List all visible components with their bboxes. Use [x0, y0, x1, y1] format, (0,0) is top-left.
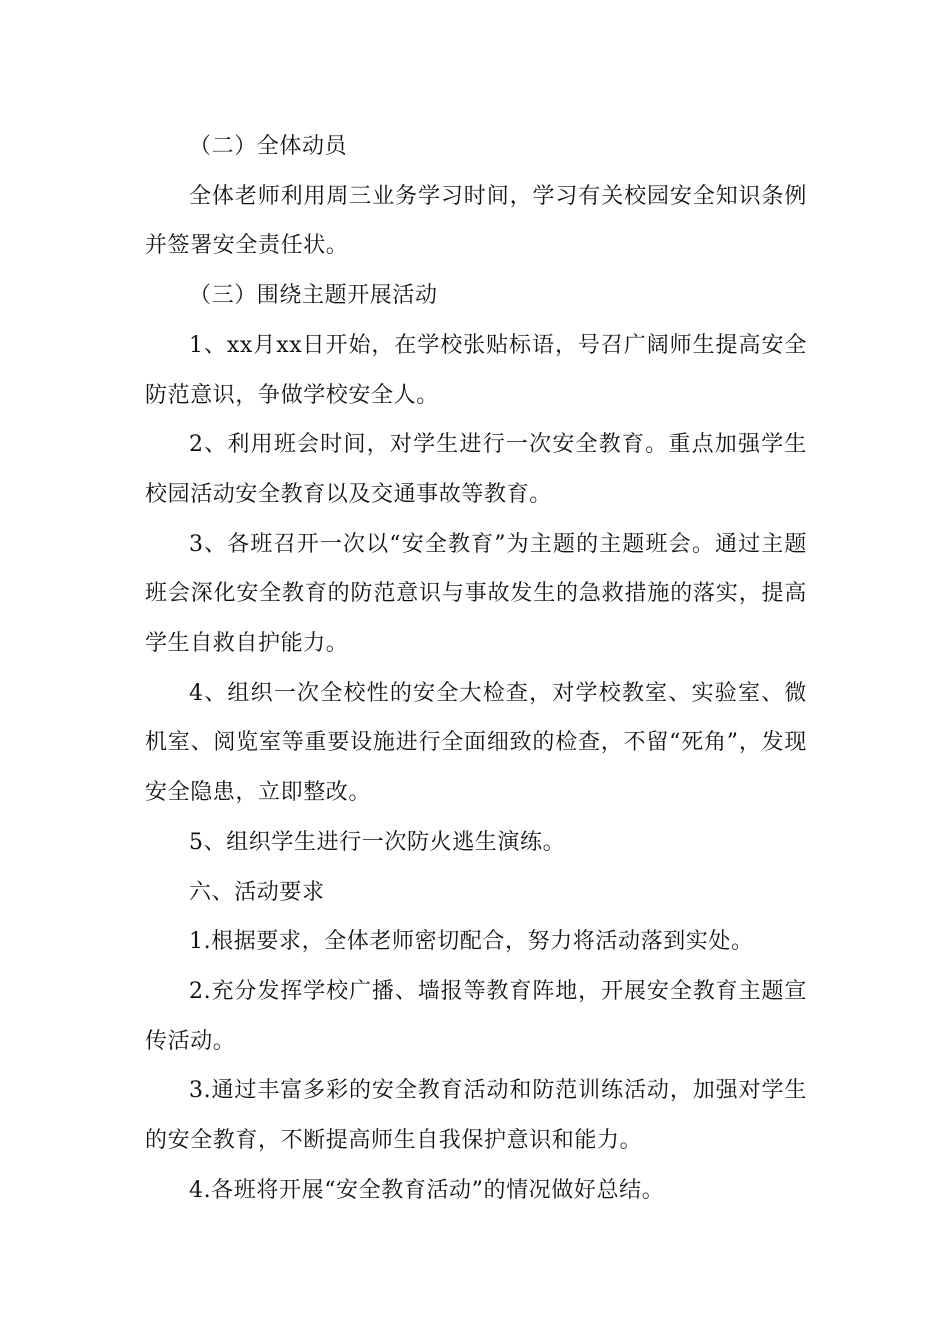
list-item-slogans: 1、xx月xx日开始，在学校张贴标语，号召广阔师生提高安全防范意识，争做学校安全人。: [145, 332, 807, 408]
list-item-theme-class-meeting: 3、各班召开一次以“安全教育”为主题的主题班会。通过主题班会深化安全教育的防范意识与事故发生的急救措施的落实，提高学生自救自护能力。: [145, 531, 807, 657]
list-item-class-meeting-education: 2、利用班会时间，对学生进行一次安全教育。重点加强学生校园活动安全教育以及交通事故等教育。: [145, 432, 807, 507]
section-heading-mobilization: （二）全体动员: [189, 134, 348, 159]
list-item-fire-drill: 5、组织学生进行一次防火逃生演练。: [189, 829, 566, 855]
paragraph-teacher-study: 全体老师利用周三业务学习时间，学习有关校园安全知识条例并签署安全责任状。: [145, 183, 807, 259]
list-item-safety-inspection: 4、组织一次全校性的安全大检查，对学校教室、实验室、微机室、阅览室等重要设施进行全面细致的检查，不留“死角”，发现安全隐患，立即整改。: [145, 680, 807, 806]
requirement-item-summary: 4.各班将开展“安全教育活动”的情况做好总结。: [189, 1177, 665, 1203]
section-heading-theme-activities: （三）围绕主题开展活动: [189, 283, 438, 309]
requirement-item-training: 3.通过丰富多彩的安全教育活动和防范训练活动，加强对学生的安全教育，不断提高师生自我保护意识和能力。: [145, 1078, 807, 1154]
requirement-item-cooperation: 1.根据要求，全体老师密切配合，努力将活动落到实处。: [189, 929, 754, 955]
requirement-item-publicity: 2.充分发挥学校广播、墙报等教育阵地，开展安全教育主题宣传活动。: [145, 978, 807, 1054]
section-heading-requirements: 六、活动要求: [189, 879, 325, 905]
